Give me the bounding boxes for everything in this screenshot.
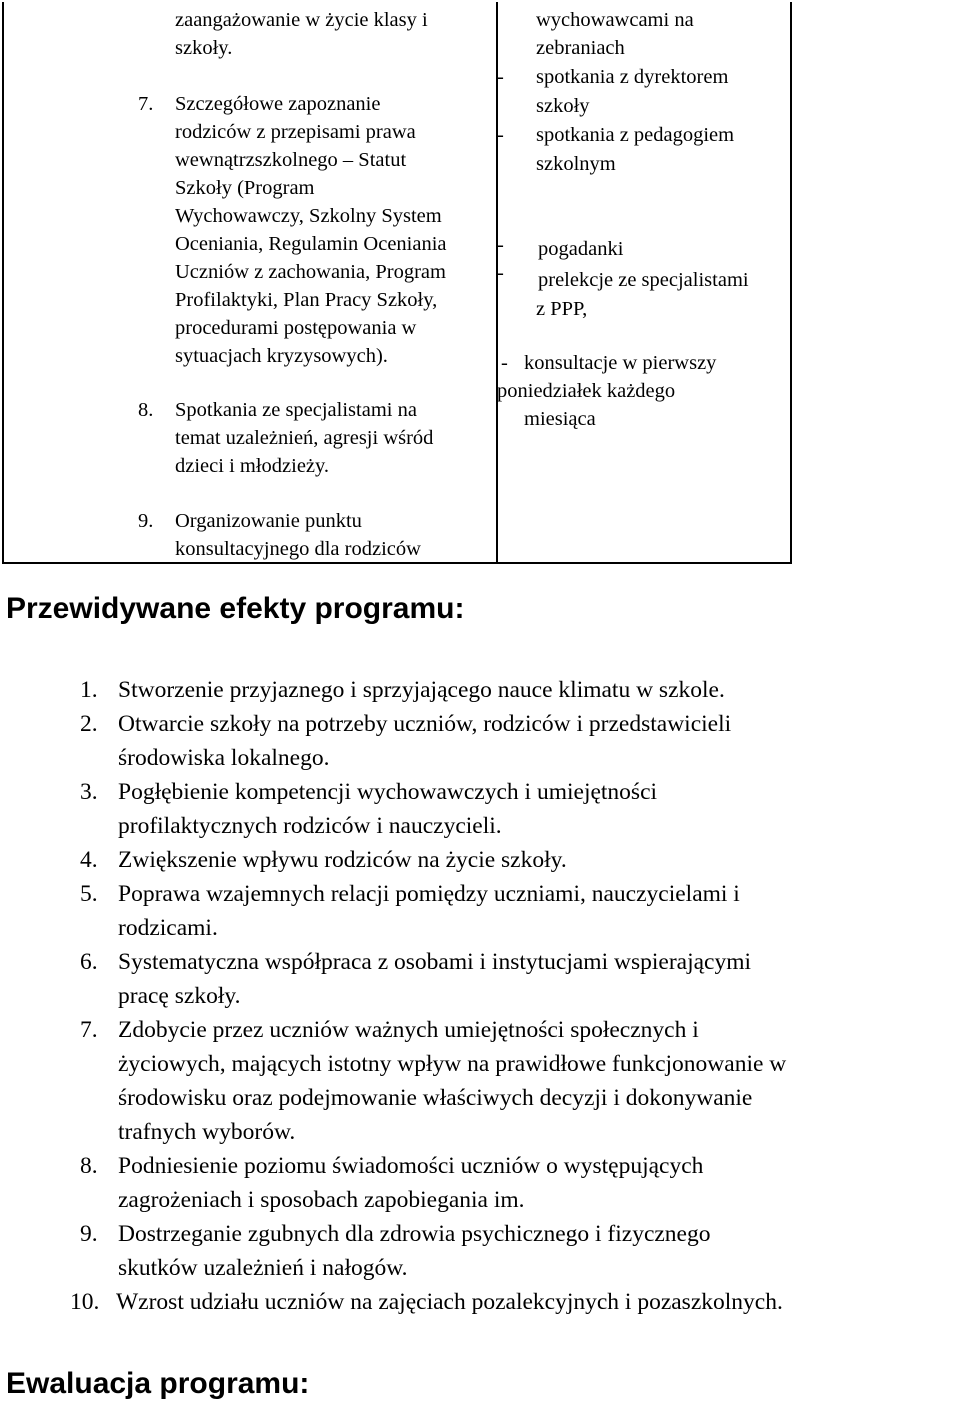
evaluation-heading: Ewaluacja programu: (6, 1367, 310, 1400)
item-7-line: Szkoły (Program (175, 177, 315, 199)
right-cell-line: pogadanki (538, 238, 624, 260)
right-cell-line: konsultacje w pierwszy (524, 352, 717, 374)
right-cell-line: spotkania z pedagogiem (536, 124, 735, 146)
effect-line: Zwiększenie wpływu rodziców na życie szkoły. (118, 847, 567, 873)
item-7-line: Oceniania, Regulamin Oceniania (175, 233, 447, 255)
effect-number: 6. (80, 949, 98, 975)
item-8-line: temat uzależnień, agresji wśród (175, 427, 434, 449)
right-cell-line: szkolnym (536, 153, 616, 175)
item-7-number: 7. (138, 93, 154, 115)
item-7-line: sytuacjach kryzysowych). (175, 345, 388, 367)
right-cell-line: spotkania z dyrektorem (536, 66, 729, 88)
item-7-line: Uczniów z zachowania, Program (175, 261, 446, 283)
item-7-line: Wychowawczy, Szkolny System (175, 205, 442, 227)
effect-number: 3. (80, 779, 98, 805)
bullet-dash: - (497, 262, 504, 284)
bullet-dash: - (497, 124, 504, 146)
item-7-line: rodziców z przepisami prawa (175, 121, 416, 143)
right-cell-line: miesiąca (524, 408, 596, 430)
effect-line: Podniesienie poziomu świadomości uczniów o występujących (118, 1153, 704, 1179)
effect-line: Pogłębienie kompetencji wychowawczych i umiejętności (118, 779, 658, 805)
item-8-line: Spotkania ze specjalistami na (175, 399, 417, 421)
effect-line: skutków uzależnień i nałogów. (118, 1255, 408, 1281)
effect-number: 2. (80, 711, 98, 737)
effect-line: Zdobycie przez uczniów ważnych umiejętności społecznych i (118, 1017, 699, 1043)
effect-line: środowisku oraz podejmowanie właściwych decyzji i dokonywanie (118, 1085, 753, 1111)
effect-line: trafnych wyborów. (118, 1119, 296, 1145)
effect-number: 10. (70, 1289, 100, 1315)
effect-line: Wzrost udziału uczniów na zajęciach pozalekcyjnych i pozaszkolnych. (116, 1289, 783, 1315)
bullet-dash: - (501, 352, 508, 374)
effect-line: Otwarcie szkoły na potrzeby uczniów, rodziców i przedstawicieli (118, 711, 732, 737)
item-7-line: wewnątrzszkolnego – Statut (175, 149, 407, 171)
right-cell-line: szkoły (536, 95, 590, 117)
effect-line: życiowych, mających istotny wpływ na prawidłowe funkcjonowanie w (118, 1051, 787, 1077)
effect-line: Systematyczna współpraca z osobami i instytucjami wspierającymi (118, 949, 752, 975)
item-9-line: Organizowanie punktu (175, 510, 362, 532)
item-7-line: Profilaktyki, Plan Pracy Szkoły, (175, 289, 438, 311)
right-cell-line: zebraniach (536, 37, 625, 59)
table-border-left (2, 2, 4, 564)
item-9-line: konsultacyjnego dla rodziców (175, 538, 421, 560)
item-8-line: dzieci i młodzieży. (175, 455, 330, 477)
effect-number: 4. (80, 847, 98, 873)
effect-line: Dostrzeganie zgubnych dla zdrowia psychicznego i fizycznego (118, 1221, 711, 1247)
effects-heading: Przewidywane efekty programu: (6, 592, 465, 625)
effect-number: 5. (80, 881, 98, 907)
effect-line: Stworzenie przyjaznego i sprzyjającego nauce klimatu w szkole. (118, 677, 725, 703)
item-7-line: Szczegółowe zapoznanie (175, 93, 381, 115)
effect-line: środowiska lokalnego. (118, 745, 330, 771)
effect-line: profilaktycznych rodziców i nauczycieli. (118, 813, 502, 839)
right-cell-line: wychowawcami na (536, 9, 694, 31)
item-9-number: 9. (138, 510, 154, 532)
right-cell-line: z PPP, (536, 298, 588, 320)
effect-number: 7. (80, 1017, 98, 1043)
bullet-dash: - (497, 66, 504, 88)
effect-line: pracę szkoły. (118, 983, 241, 1009)
item-7-line: procedurami postępowania w (175, 317, 417, 339)
right-cell-line: poniedziałek każdego (497, 380, 676, 402)
item-8-number: 8. (138, 399, 154, 421)
effect-number: 8. (80, 1153, 98, 1179)
effect-line: rodzicami. (118, 915, 218, 941)
left-cell-intro-line-1: zaangażowanie w życie klasy i (175, 9, 428, 31)
bullet-dash: - (497, 234, 504, 256)
table-border-right (790, 2, 792, 564)
effect-line: Poprawa wzajemnych relacji pomiędzy uczniami, nauczycielami i (118, 881, 740, 907)
effect-number: 1. (80, 677, 98, 703)
effect-number: 9. (80, 1221, 98, 1247)
effect-line: zagrożeniach i sposobach zapobiegania im. (118, 1187, 525, 1213)
right-cell-line: prelekcje ze specjalistami (538, 269, 749, 291)
left-cell-intro-line-2: szkoły. (175, 37, 233, 59)
